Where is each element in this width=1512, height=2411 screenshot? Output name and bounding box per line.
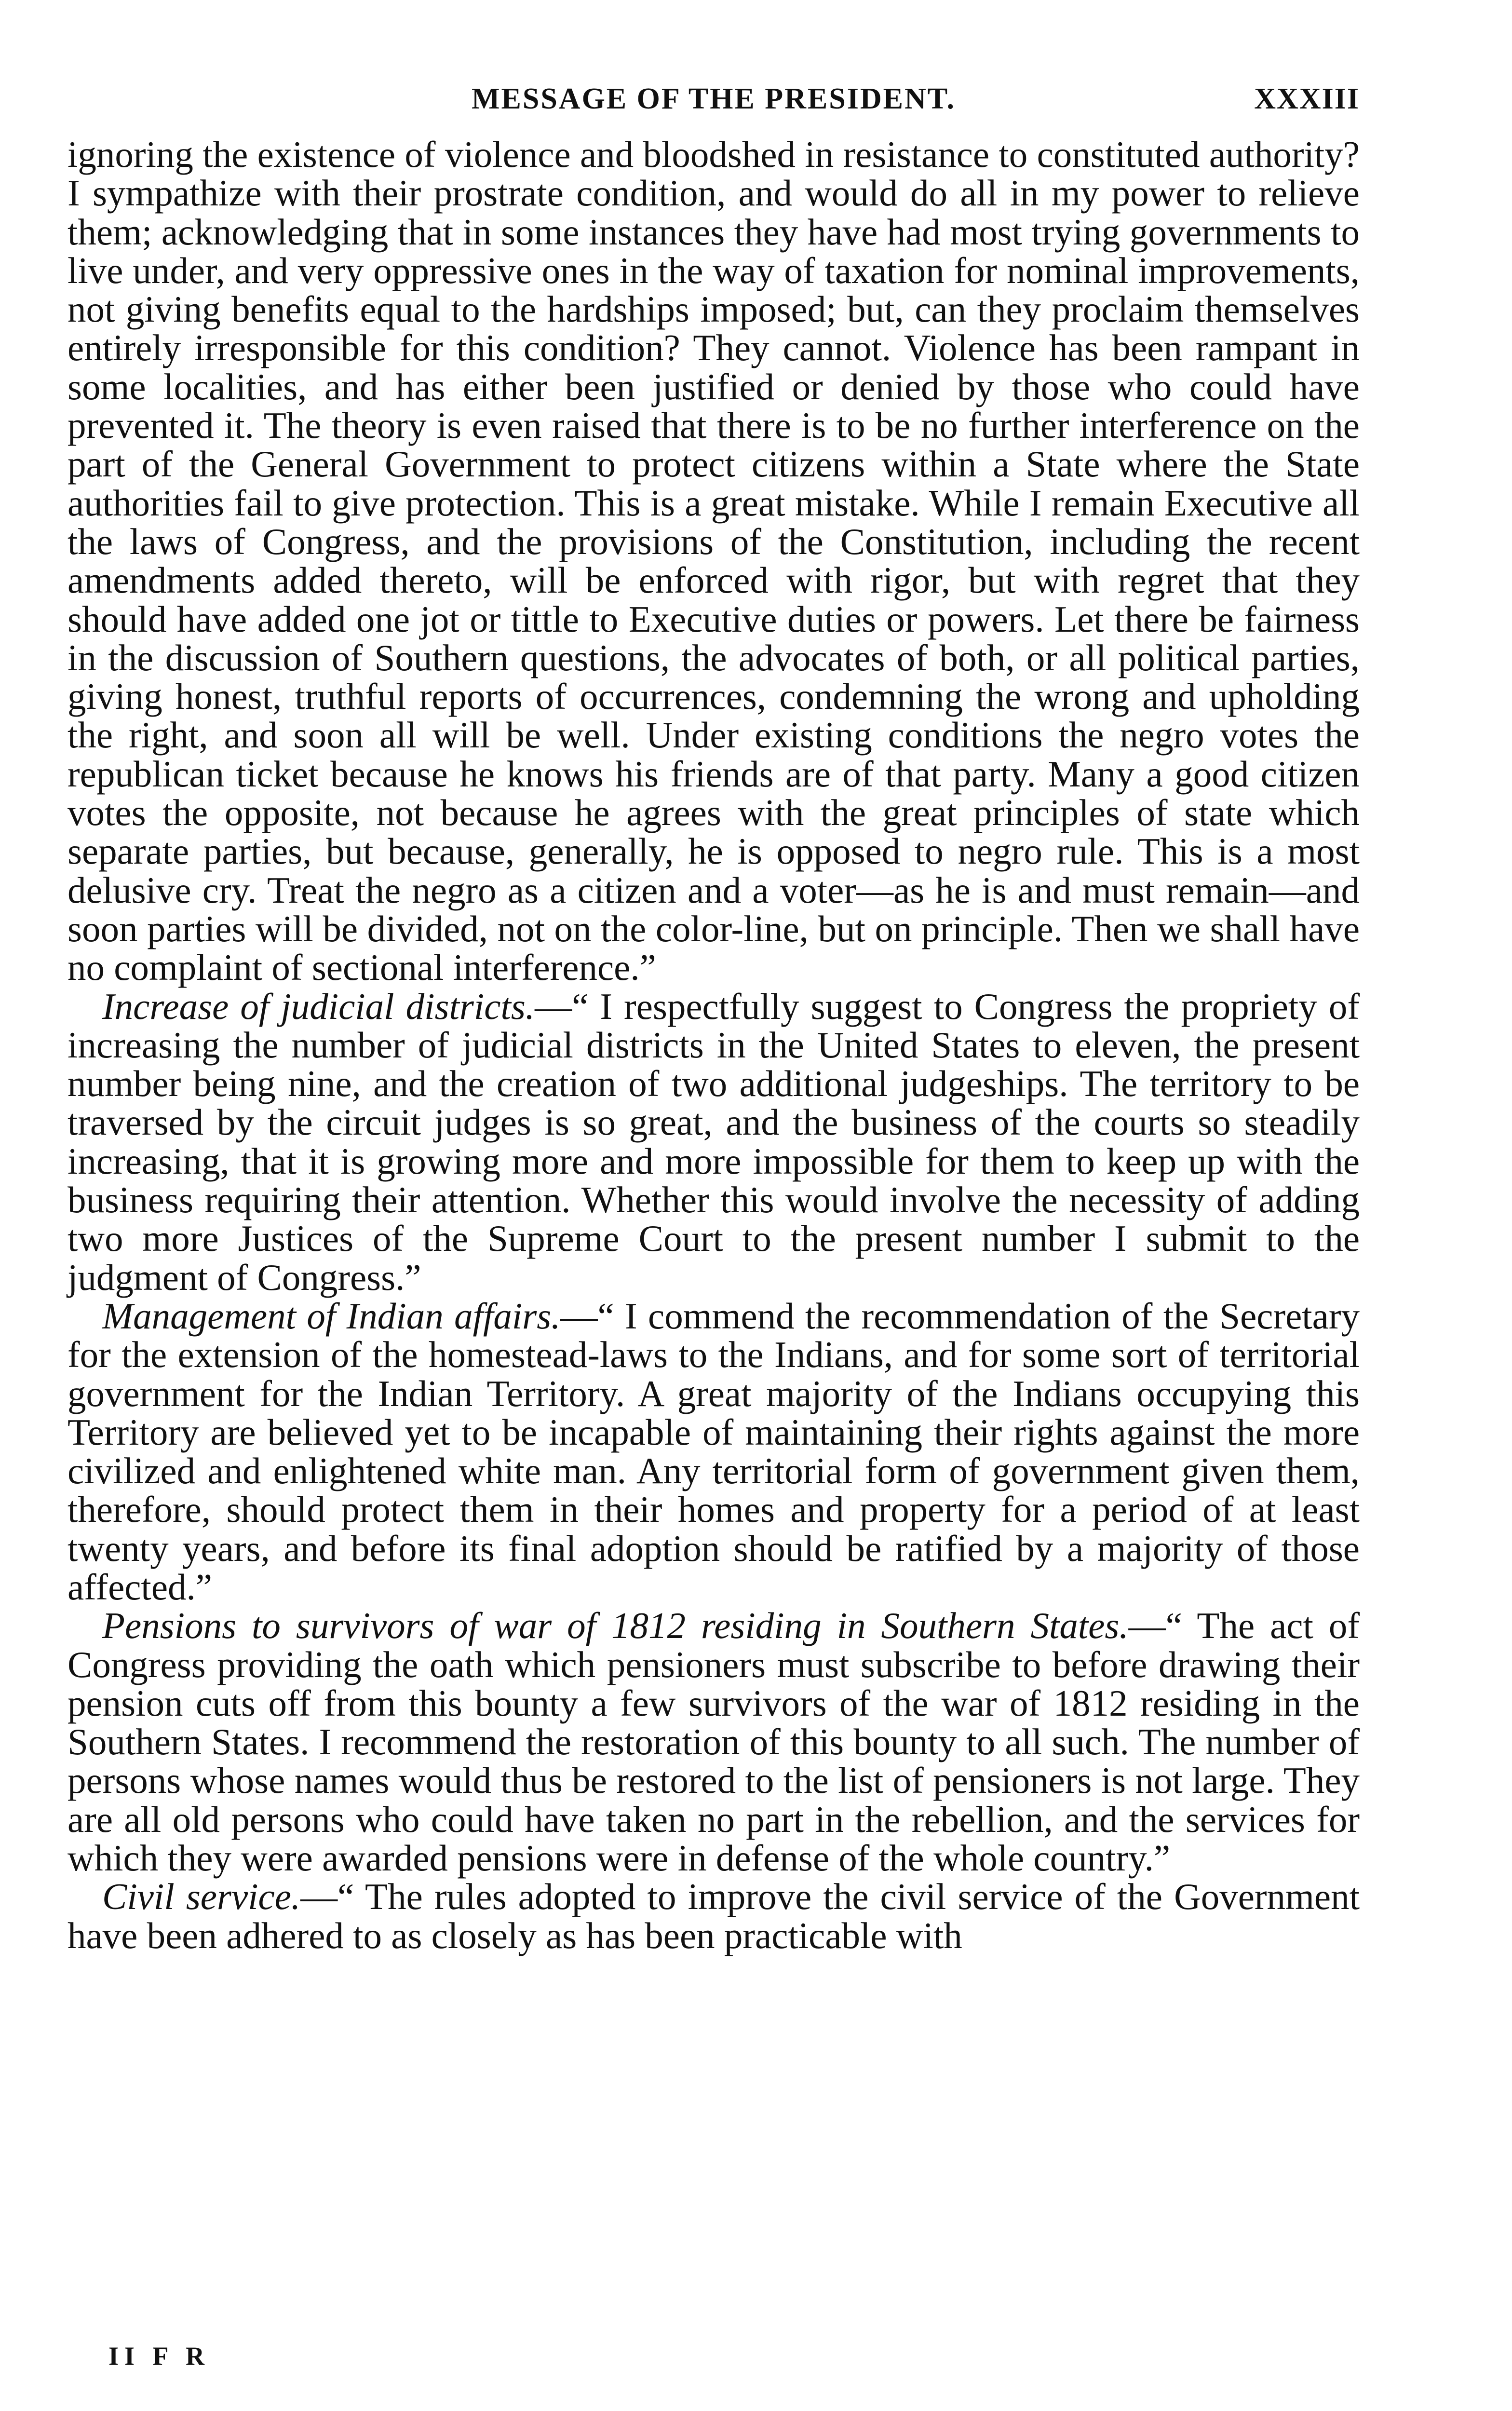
paragraph-continuation <box>68 135 1360 987</box>
document-page <box>68 72 1360 2411</box>
section-heading: Increase of judicial districts. <box>102 985 535 1027</box>
signature-mark: II F R <box>108 2342 211 2370</box>
page-number: XXXIII <box>1254 82 1360 115</box>
paragraph-judicial-districts <box>68 987 1360 1297</box>
page-title: MESSAGE OF THE PRESIDENT. <box>471 82 956 115</box>
paragraph-text: —“ I respectfully suggest to Congress the propriety of increasing the number of judicial districts in the United States to eleven, the present number being nine, and the creation of two additional judgeships. The territory to be traversed by the circuit judges is so great, and the business of the courts so steadily increasing, that it is growing more and more impossible for them to keep up with the business requiring their attention. Whether this would involve the necessity of adding two more Justices of the Supreme Court to the present number I submit to the judgment of Congress.” <box>68 985 1360 1298</box>
paragraph-pensions <box>68 1606 1360 1877</box>
page-body <box>68 135 1360 1955</box>
paragraph-civil-service <box>68 1877 1360 1955</box>
paragraph-indian-affairs <box>68 1297 1360 1606</box>
paragraph-text: —“ The rules adopted to improve the civil service of the Government have been adhered to as closely as has been practicable with <box>68 1876 1360 1956</box>
section-heading: Civil service. <box>102 1876 301 1918</box>
running-header <box>68 72 1360 135</box>
paragraph-text: ignoring the existence of violence and bloodshed in resistance to constituted authority? I sympathize with their prostrate condition, and would do all in my power to relieve them; acknowledging that in some instances they have had most trying governments to live under, and very oppressive ones in the way of taxation for nominal improvements, not giving benefits equal to the hardships imposed; but, can they proclaim themselves entirely irresponsible for this condition? They cannot. Violence has been rampant in some localities, and has either been justified or denied by those who could have prevented it. The theory is even raised that there is to be no further interference on the part of the General Government to protect citizens within a State where the State authorities fail to give protection. This is a great mistake. While I remain Executive all the laws of Congress, and the provisions of the Constitution, including the recent amendments added thereto, will be enforced with rigor, but with regret that they should have added one jot or tittle to Executive duties or powers. Let there be fairness in the discussion of Southern questions, the advocates of both, or all political parties, giving honest, truthful reports of occurrences, condemning the wrong and upholding the right, and soon all will be well. Under existing conditions the negro votes the republican ticket because he knows his friends are of that party. Many a good citizen votes the opposite, not because he agrees with the great principles of state which separate parties, but because, generally, he is opposed to negro rule. This is a most delusive cry. Treat the negro as a citizen and a voter—as he is and must remain—and soon parties will be divided, not on the color-line, but on principle. Then we shall have no complaint of sectional interference.” <box>68 134 1360 989</box>
section-heading: Management of Indian affairs. <box>102 1295 561 1337</box>
paragraph-text: —“ I commend the recommendation of the Secretary for the extension of the homestead-laws to the Indians, and for some sort of territorial government for the Indian Territory. A great majority of the Indians occupying this Territory are believed yet to be incapable of maintaining their rights against the more civilized and enlightened white man. Any territorial form of government given them, therefore, should protect them in their homes and property for a period of at least twenty years, and before its final adoption should be ratified by a majority of those affected.” <box>68 1295 1360 1608</box>
section-heading: Pensions to survivors of war of 1812 residing in Southern States. <box>102 1605 1129 1647</box>
paragraph-text: —“ The act of Congress providing the oath which pensioners must subscribe to before drawing their pension cuts off from this bounty a few survivors of the war of 1812 residing in the Southern States. I recommend the restoration of this bounty to all such. The number of persons whose names would thus be restored to the list of pensioners is not large. They are all old persons who could have taken no part in the rebellion, and the services for which they were awarded pensions were in defense of the whole country.” <box>68 1605 1360 1879</box>
